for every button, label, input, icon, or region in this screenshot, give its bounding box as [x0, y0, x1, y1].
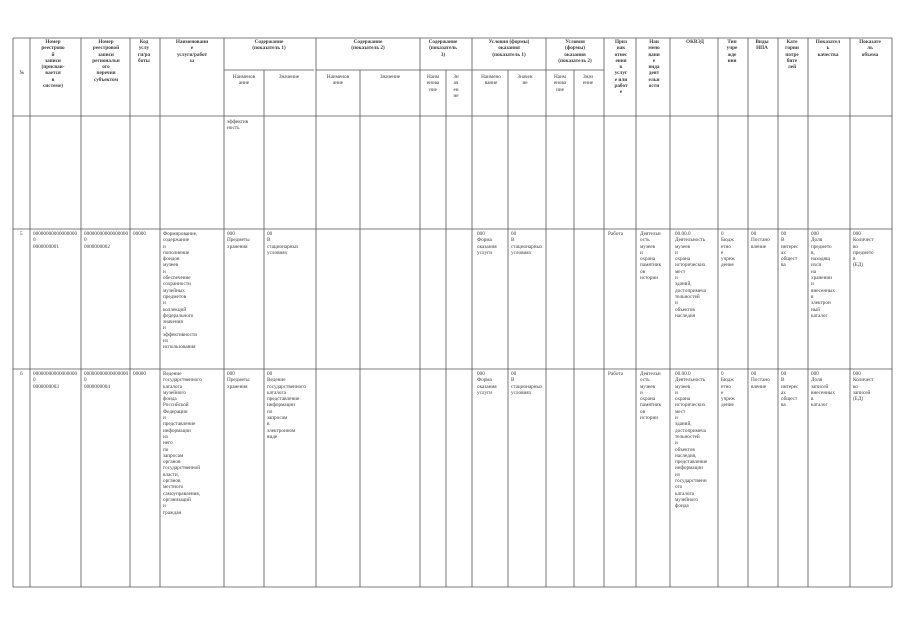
header-okved: ОКВЭД — [686, 39, 704, 45]
row5-content1-value: 00 В стационарных условиях — [267, 231, 299, 256]
row6-service-code: 00000 — [133, 371, 146, 377]
row5-cond1-name: 000 Форма оказания услуги — [477, 231, 497, 256]
row6-num: 6 — [20, 371, 23, 377]
row5-consumer: 00 В интерес ах общест ва — [781, 231, 799, 269]
subheader-content2-value: Значение — [379, 74, 401, 80]
row5-okved: 00.00.0 Деятельность музеев и охрана исторических мест и зданий, достопримеча тельностей и объектов наследия — [675, 231, 706, 319]
row5-num: 5 — [20, 231, 23, 237]
row6-okved: 00.00.0 Деятельность музеев и охрана исторических мест и зданий, достопримеча тельностей и объектов наследия, представление информации из государственн ого каталога музейного фонда — [675, 371, 708, 510]
row5-quality: 000 Доля предмето в, находящ ихся на хранении и внесенных в электрон ный каталог — [811, 231, 835, 319]
header-reg-number-subject: Номер реестровой записи региональн ого перечня субъектом — [92, 39, 120, 83]
subheader-cond2-name: Наим енова ние — [553, 74, 567, 93]
subheader-cond1-value: Значен ие — [517, 74, 533, 87]
row6-npa: 00 Постано вление — [751, 371, 770, 390]
row6-volume: 000 Количест во записей (ЕД) — [853, 371, 874, 403]
header-content-1: Содержание (показатель 1) — [252, 39, 286, 52]
row6-sign: Работа — [608, 371, 623, 377]
header-quality: Показател ь качества — [815, 39, 841, 58]
row5-institution-type: 0 Бюдж етно е учреж дение — [721, 231, 735, 269]
row5-cond1-value: 00 В стационарных условиях — [511, 231, 543, 256]
header-consumer: Кате гории потре бите лей — [785, 39, 799, 71]
subheader-content3-name: Наим енова ние — [426, 74, 440, 93]
subheader-cond1-name: Наимено вание — [481, 74, 501, 87]
row6-activity: Деятельн ость музеев и охрана памятник ов истории — [640, 371, 662, 422]
row6-reg-number-subject: 000000000000000000 0000000004 — [84, 371, 129, 390]
header-conditions-1: Условия (формы) оказания (показатель 1) — [488, 39, 530, 58]
row6-consumer: 00 В интерес ах общест ва — [781, 371, 799, 409]
subheader-cond2-value: Знач ение — [582, 74, 594, 87]
row6-content1-value: 00 Ведение государственного каталога представление информации по запросам в электронном виде — [267, 371, 306, 440]
row5-service-code: 00000 — [133, 231, 146, 237]
header-service-code: Код услу ги/ра боты — [137, 39, 151, 64]
row5-sign: Работа — [608, 231, 623, 237]
row5-volume: 000 Количест во предмето в (ЕД) — [853, 231, 874, 269]
header-content-3: Содержание (показатель 3) — [428, 39, 458, 58]
header-npa: Виды НПА — [755, 39, 769, 52]
row5-service-name: Формирование, содержание и пополнение фондов музеев и обеспечение сохранности музейных предметов и коллекций федерального значения и эффективности их использования — [163, 231, 198, 351]
row5-content1-name: 000 Предметы хранения — [227, 231, 250, 250]
header-volume: Показате ль объема — [859, 39, 881, 58]
header-service-name: Наименовани е услуги/работ ы — [175, 39, 209, 64]
row6-cond1-name: 000 Форма оказания услуги — [477, 371, 497, 396]
continued-service-name: эффектив ность — [227, 119, 249, 132]
row6-quality: 000 Доля записей внесенных в каталог — [811, 371, 835, 409]
subheader-content3-value: Зн ач ен ие — [453, 74, 459, 99]
row5-npa: 00 Постано вление — [751, 231, 770, 250]
subheader-content1-value: Значение — [278, 74, 300, 80]
row5-activity: Деятельн ость музеев и охрана памятник ов истории — [640, 231, 662, 282]
subheader-content2-name: Наименов ание — [326, 74, 350, 87]
row5-reg-number-subject: 000000000000000000 0000000002 — [84, 231, 129, 250]
subheader-content1-name: Наименов ание — [232, 74, 256, 87]
row6-reg-number: 000000000000000000 0000000003 — [33, 371, 78, 390]
header-sign: Приз нак отнес ения к услуг е или работ е — [614, 39, 628, 96]
header-content-2: Содержание (показатель 2) — [351, 39, 385, 52]
header-reg-number: Номер реестрово й записи (присваи- вается в системе) — [41, 39, 65, 90]
row6-content1-name: 000 Предметы хранения — [227, 371, 250, 390]
header-num: № — [19, 70, 25, 76]
row6-service-name: Ведение государственного каталога музейного фонда Российской Федерации и представление информации из него по запросам органов государственной власти, органов местного самоуправления, организаций и граждан — [163, 371, 202, 516]
row5-reg-number: 000000000000000000 0000000001 — [33, 231, 78, 250]
row6-institution-type: 0 Бюдж етно е учреж дение — [721, 371, 735, 409]
row6-cond1-value: 00 В стационарных условиях — [511, 371, 543, 396]
header-conditions-2: Условия (формы) оказания (показатель 2) — [558, 39, 592, 64]
header-activity: Наи мено вани е вида деят ельн ости — [648, 39, 660, 90]
header-institution-type: Тип учре жде ния — [726, 39, 738, 64]
